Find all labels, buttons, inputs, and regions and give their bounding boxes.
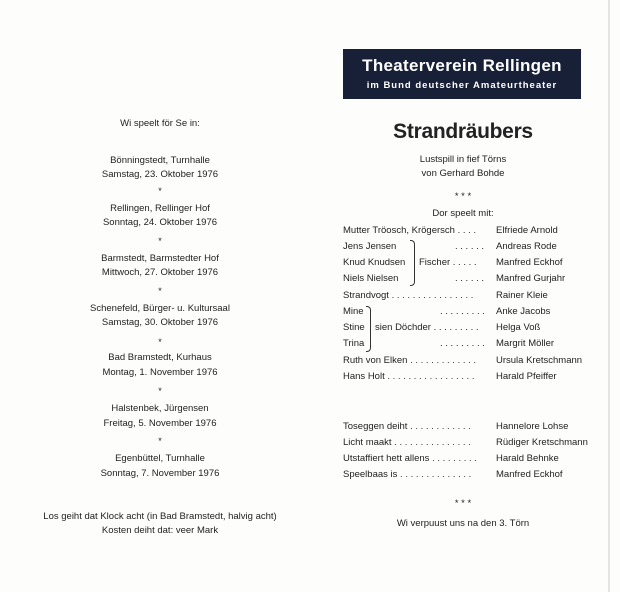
cast-actor: Margrit Möller	[496, 338, 555, 349]
intermission-note: Wi verpuust uns na den 3. Törn	[396, 518, 530, 529]
cast-group-label: Fischer . . . . .	[419, 257, 477, 268]
separator-star: *	[158, 236, 162, 246]
cast-role: Jens Jensen	[343, 241, 397, 252]
cast-role: Trina	[343, 338, 365, 349]
separator-stars: * * *	[454, 498, 472, 509]
separator-star: *	[158, 436, 162, 446]
crew-member: Harald Behnke	[496, 453, 559, 464]
crew-member: Rüdiger Kretschmann	[496, 437, 588, 448]
crew-member: Hannelore Lohse	[496, 421, 569, 432]
cast-actor: Elfriede Arnold	[496, 225, 558, 236]
crew-role: Licht maakt . . . . . . . . . . . . . . .	[343, 437, 471, 448]
cast-actor: Ursula Kretschmann	[496, 355, 583, 366]
cast-dots: . . . . . .	[455, 273, 485, 284]
cast-actor: Anke Jacobs	[496, 306, 551, 317]
play-genre: Lustspill in fief Törns	[419, 154, 507, 165]
cast-dots: . . . . . . . . .	[440, 306, 485, 317]
venue-place: Bönningstedt, Turnhalle	[110, 155, 210, 166]
separator-stars: * * *	[454, 191, 472, 202]
play-title: Strandräubers	[393, 120, 533, 143]
venue-date: Mittwoch, 27. Oktober 1976	[101, 267, 219, 278]
venue-date: Sonntag, 7. November 1976	[100, 468, 220, 479]
crew-role: Toseggen deiht . . . . . . . . . . . .	[343, 421, 471, 432]
page-fold	[608, 0, 610, 592]
cast-role: Mutter Tröosch, Krögersch . . . .	[343, 225, 477, 236]
cast-actor: Manfred Eckhof	[496, 257, 563, 268]
venue-date: Samstag, 30. Oktober 1976	[101, 317, 219, 328]
venue-place: Halstenbek, Jürgensen	[111, 403, 209, 414]
crew-role: Utstaffiert hett allens . . . . . . . . .	[343, 453, 477, 464]
cast-role: Knud Knudsen	[343, 257, 406, 268]
start-time-note: Los geiht dat Klock acht (in Bad Bramstedt, halvig acht)	[43, 511, 277, 522]
venue-date: Montag, 1. November 1976	[102, 367, 218, 378]
separator-star: *	[158, 186, 162, 196]
cast-dots: . . . . . . . . .	[440, 338, 485, 349]
group-brace	[410, 240, 415, 286]
venue-date: Freitag, 5. November 1976	[103, 418, 217, 429]
group-brace	[366, 306, 371, 352]
venue-place: Bad Bramstedt, Kurhaus	[108, 352, 212, 363]
cast-intro: Dor speelt mit:	[432, 208, 494, 219]
crew-member: Manfred Eckhof	[496, 469, 563, 480]
cast-actor: Helga Voß	[496, 322, 541, 333]
venue-place: Rellingen, Rellinger Hof	[110, 203, 210, 214]
cast-role: Ruth von Elken . . . . . . . . . . . . .	[343, 355, 477, 366]
cast-role: Niels Nielsen	[343, 273, 399, 284]
cast-group-label: sien Döchder . . . . . . . . .	[375, 322, 479, 333]
cast-actor: Manfred Gurjahr	[496, 273, 566, 284]
cast-actor: Rainer Kleie	[496, 290, 548, 301]
cast-role: Strandvogt . . . . . . . . . . . . . . . .	[343, 290, 474, 301]
separator-star: *	[158, 337, 162, 347]
separator-star: *	[158, 386, 162, 396]
crew-role: Speelbaas is . . . . . . . . . . . . . .	[343, 469, 472, 480]
schedule-intro: Wi speelt för Se in:	[120, 118, 200, 129]
venue-place: Egenbüttel, Turnhalle	[115, 453, 205, 464]
banner-title: Theaterverein Rellingen	[362, 56, 562, 75]
banner-subtitle: im Bund deutscher Amateurtheater	[366, 80, 558, 91]
venue-place: Barmstedt, Barmstedter Hof	[101, 253, 219, 264]
cast-dots: . . . . . .	[455, 241, 485, 252]
cast-role: Mine	[343, 306, 364, 317]
venue-date: Sonntag, 24. Oktober 1976	[102, 217, 218, 228]
venue-date: Samstag, 23. Oktober 1976	[101, 169, 219, 180]
play-author: von Gerhard Bohde	[421, 168, 505, 179]
cast-role: Stine	[343, 322, 365, 333]
cast-actor: Harald Pfeiffer	[496, 371, 557, 382]
venue-place: Schenefeld, Bürger- u. Kultursaal	[90, 303, 230, 314]
price-note: Kosten deiht dat: veer Mark	[101, 525, 219, 536]
cast-actor: Andreas Rode	[496, 241, 557, 252]
theater-banner	[343, 49, 581, 99]
cast-role: Hans Holt . . . . . . . . . . . . . . . . .	[343, 371, 475, 382]
separator-star: *	[158, 286, 162, 296]
